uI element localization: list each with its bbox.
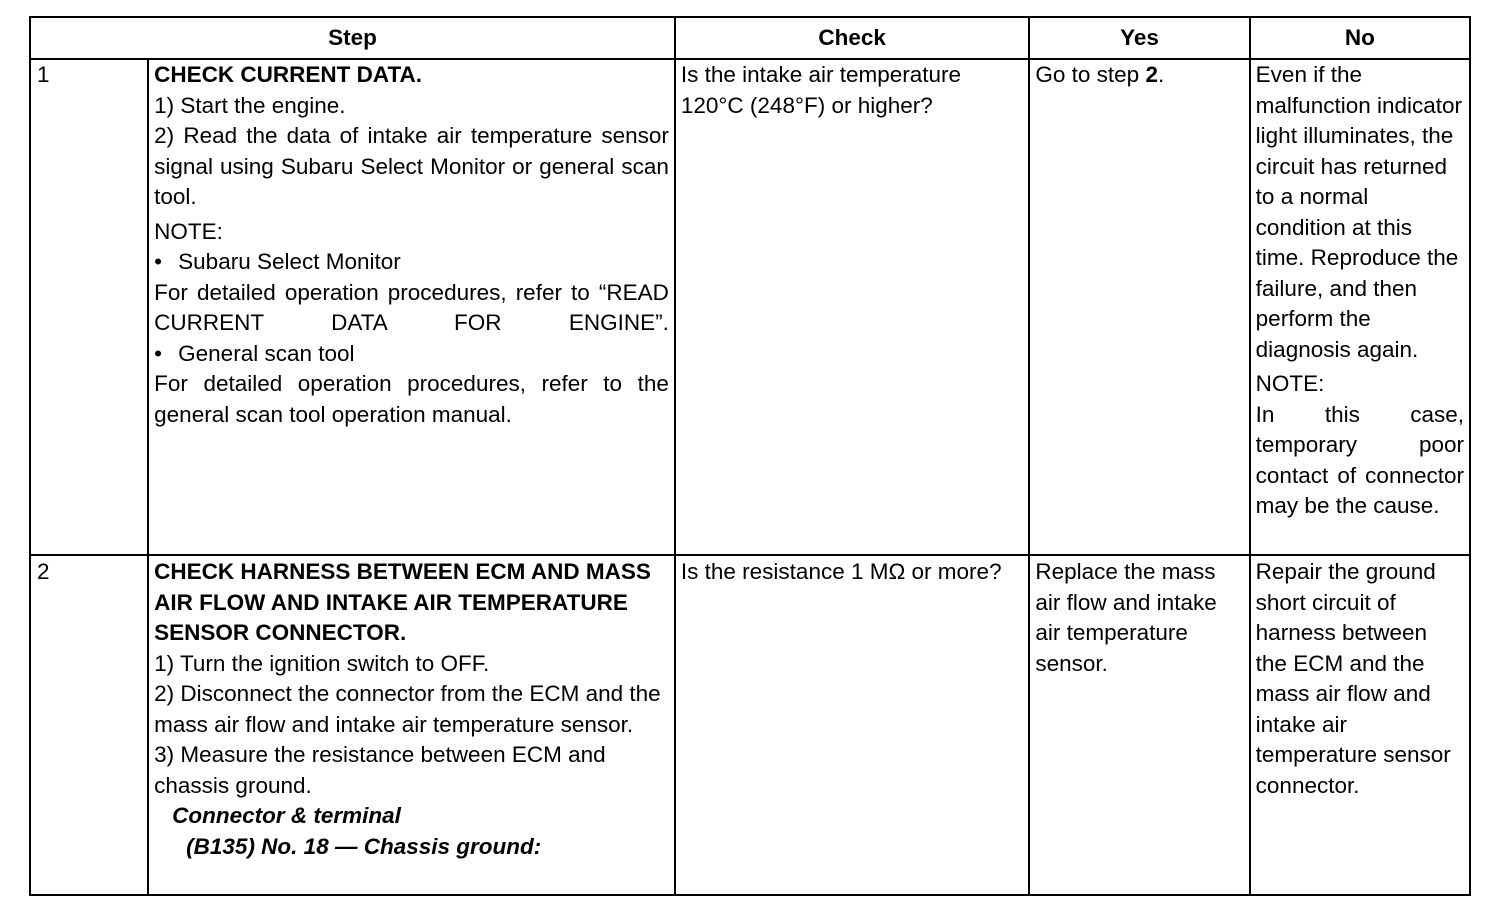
header-step: Step	[30, 17, 675, 59]
note-bullet: • General scan tool	[154, 339, 669, 370]
connector-label: Connector & terminal	[172, 803, 401, 828]
no-cell: Repair the ground short circuit of harness between the ECM and the mass air flow and intake air temperature sensor connector.	[1250, 555, 1470, 895]
step-number: 2	[30, 555, 148, 895]
yes-step-link[interactable]: 2	[1145, 62, 1158, 87]
no-text: Even if the malfunction indicator light illuminates, the circuit has returned to a normal condition at this time. Reproduce the failure, and then perform the diagnosis again.	[1255, 62, 1463, 362]
step-cell	[148, 555, 675, 895]
note-text: For detailed operation procedures, refer to “READ CURRENT DATA FOR ENGINE”.	[154, 279, 669, 335]
step-instruction: 1) Turn the ignition switch to OFF.	[154, 650, 490, 676]
yes-prefix: Go to step	[1035, 62, 1146, 87]
note-bullet: • Subaru Select Monitor	[154, 247, 669, 278]
step-instruction: 2) Read the data of intake air temperature sensor signal using Subaru Select Monitor or general scan tool.	[154, 123, 669, 209]
step-cell	[148, 59, 675, 555]
step-title: CHECK HARNESS BETWEEN ECM AND MASS AIR FLOW AND INTAKE AIR TEMPERATURE SENSOR CONNECTOR.	[154, 559, 651, 645]
no-note-label: NOTE:	[1255, 371, 1325, 396]
yes-suffix: .	[1157, 62, 1165, 87]
table-row	[30, 59, 1470, 555]
step-title: CHECK CURRENT DATA.	[154, 62, 423, 87]
connector-value: (B135) No. 18 — Chassis ground:	[186, 833, 542, 859]
header-yes: Yes	[1029, 17, 1249, 59]
step-instruction: 1) Start the engine.	[154, 92, 346, 118]
header-check: Check	[675, 17, 1029, 59]
yes-cell: Replace the mass air flow and intake air temperature sensor.	[1029, 555, 1249, 895]
header-row	[30, 17, 1470, 59]
step-instruction: 2) Disconnect the connector from the ECM and the mass air flow and intake air temperature sensor.	[154, 681, 661, 737]
no-note-text: In this case, temporary poor contact of connector may be the cause.	[1255, 401, 1464, 518]
header-no: No	[1250, 17, 1470, 59]
step-number: 1	[30, 59, 148, 555]
no-cell	[1250, 59, 1470, 555]
check-cell: Is the intake air temperature 120°C (248°F) or higher?	[675, 59, 1029, 555]
check-cell: Is the resistance 1 MΩ or more?	[675, 555, 1029, 895]
step-instruction: 3) Measure the resistance between ECM and chassis ground.	[154, 742, 606, 798]
diagnostic-table	[29, 16, 1471, 896]
yes-cell	[1029, 59, 1249, 555]
note-text: For detailed operation procedures, refer to the general scan tool operation manual.	[154, 371, 669, 427]
note-label: NOTE:	[154, 218, 223, 244]
table-row	[30, 555, 1470, 895]
